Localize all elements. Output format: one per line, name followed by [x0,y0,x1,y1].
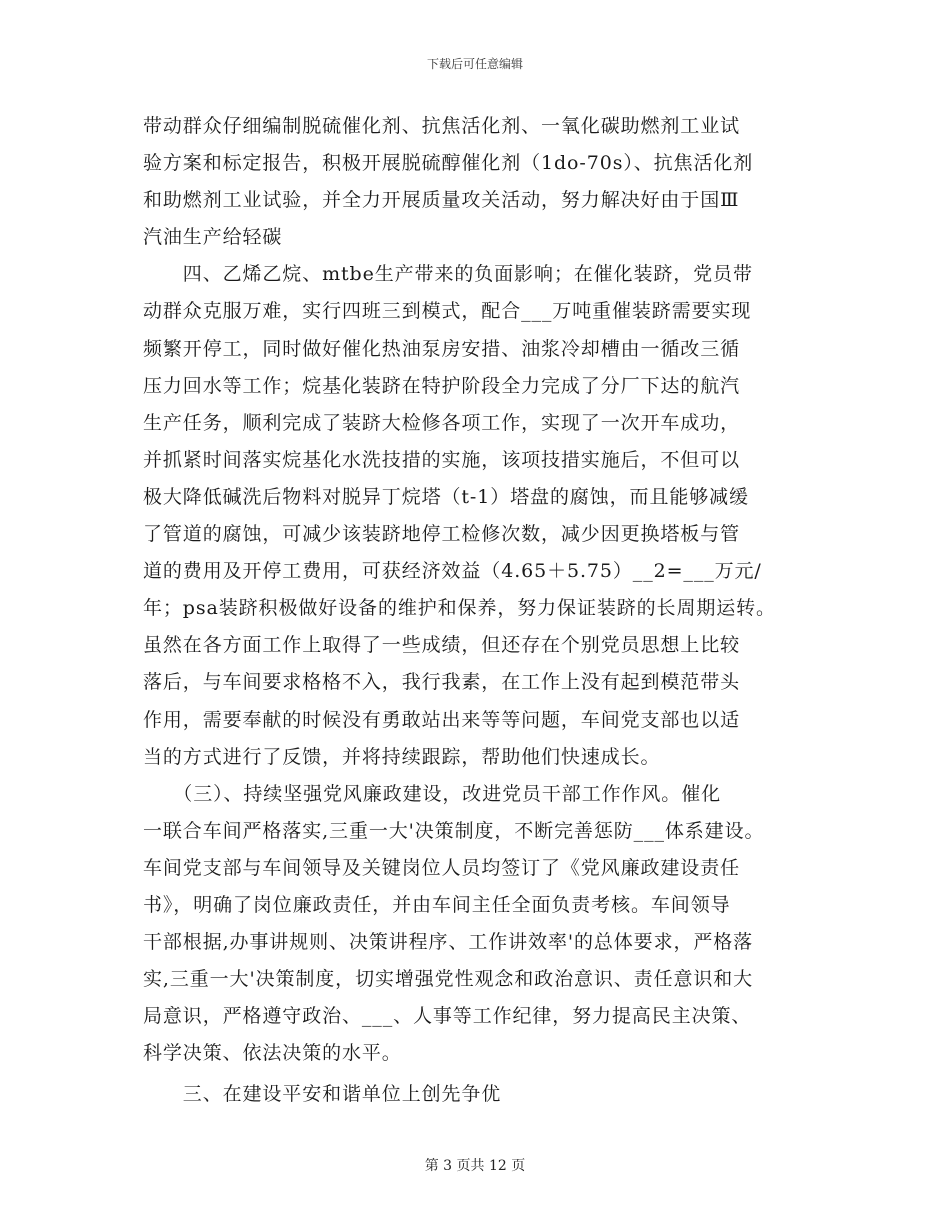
text-line: 带动群众仔细编制脱硫催化剂、抗焦活化剂、一氧化碳助燃剂工业试 [143,115,741,137]
text-line: （三）、持续坚强党风廉政建设，改进党员干部工作作风。催化 [143,782,722,805]
text-line: 汽油生产给轻碳 [143,226,283,249]
text-line: 极大降低碱洗后物料对脱异丁烷塔（t-1）塔盘的腐蚀，而且能够减缓 [143,485,749,508]
text-line: 频繁开停工，同时做好催化热油泵房安措、油浆冷却槽由一循改三循 [143,337,741,360]
text-line: 了管道的腐蚀，可减少该装跻地停工检修次数，减少因更换塔板与管 [143,523,741,546]
text-line: 虽然在各方面工作上取得了一些成绩，但还存在个别党员思想上比较 [143,634,741,657]
text-line: 作用，需要奉献的时候没有勇敢站出来等等问题，车间党支部也以适 [143,708,741,731]
text-line: 和助燃剂工业试验，并全力开展质量攻关活动，努力解决好由于国Ⅲ [143,189,740,212]
text-line: 实,三重一大'决策制度，切实增强党性观念和政治意识、责任意识和大 [143,968,754,991]
text-line: 干部根据,办事讲规则、决策讲程序、工作讲效率'的总体要求，严格落 [143,931,754,954]
text-line: 局意识，严格遵守政治、___、人事等工作纪律，努力提高民主决策、 [143,1005,752,1028]
text-line: 验方案和标定报告，积极开展脱硫醇催化剂（1do-70s）、抗焦活化剂 [143,152,754,175]
text-line: 年；psa装跻积极做好设备的维护和保养，努力保证装跻的长周期运转。 [143,597,776,620]
text-line: 当的方式进行了反馈，并将持续跟踪，帮助他们快速成长。 [143,745,661,768]
text-line: 生产任务，顺利完成了装跻大检修各项工作，实现了一次开车成功， [143,411,741,434]
text-line: 落后，与车间要求格格不入，我行我素，在工作上没有起到模范带头 [143,671,741,694]
text-line: 道的费用及开停工费用，可获经济效益（4.65＋5.75）__2=___万元/ [143,560,762,583]
page-number: 第 3 页共 12 页 [424,1158,526,1174]
text-line: 并抓紧时间落实烷基化水洗技措的实施，该项技措实施后，不但可以 [143,448,741,471]
text-line: 动群众克服万难，实行四班三到模式，配合___万吨重催装跻需要实现 [143,300,752,323]
section-heading: 三、在建设平安和谐单位上创先争优 [143,1083,502,1106]
document-body [143,108,811,1114]
text-line: 压力回水等工作；烷基化装跻在特护阶段全力完成了分厂下达的航汽 [143,374,741,397]
text-line: 科学决策、依法决策的水平。 [143,1042,402,1065]
text-line: 书》，明确了岗位廉政责任，并由车间主任全面负责考核。车间领导 [143,893,731,916]
text-line: 一联合车间严格落实,三重一大'决策制度，不断完善惩防___体系建设。 [143,819,765,842]
page-header: 下载后可任意编辑 [426,57,523,71]
text-line: 车间党支部与车间领导及关键岗位人员均签订了《党风廉政建设责任 [143,856,741,879]
text-line: 四、乙烯乙烷、mtbe生产带来的负面影响；在催化装跻，党员带 [143,263,753,286]
